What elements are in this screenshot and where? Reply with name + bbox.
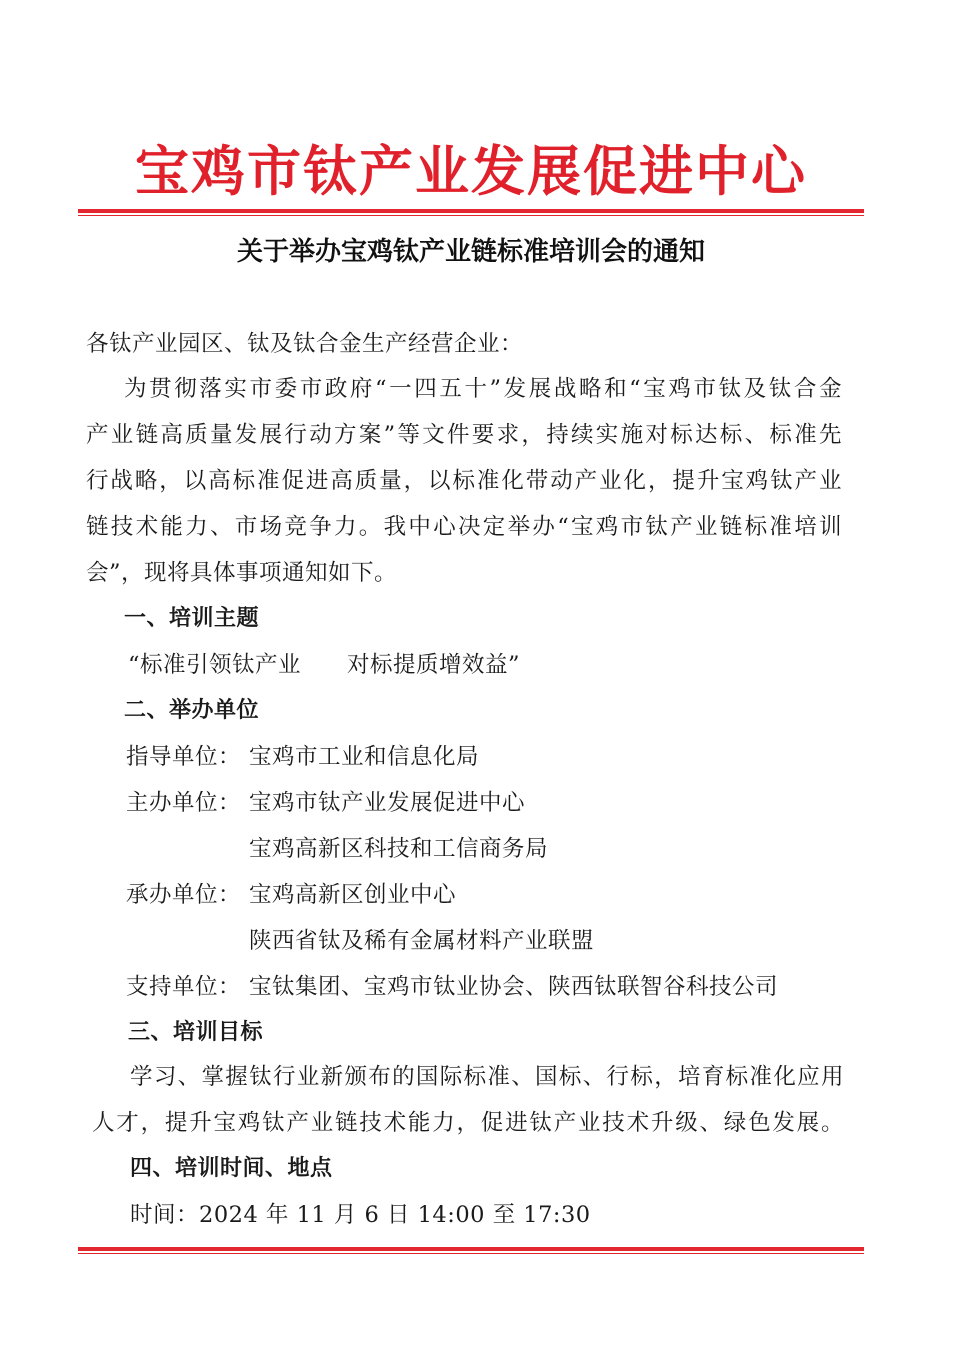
footer-divider <box>78 1247 864 1254</box>
training-time: 时间：2024 年 11 月 6 日 14:00 至 17:30 <box>130 1202 591 1228</box>
intro-line-1: 为贯彻落实市委市政府“一四五十”发展战略和“宝鸡市钛及钛合金 <box>124 376 842 402</box>
training-theme: “标准引领钛产业 对标提质增效益” <box>128 652 521 678</box>
section-1-heading: 一、培训主题 <box>124 606 260 631</box>
organizer-unit-value-2: 陕西省钛及稀有金属材料产业联盟 <box>249 928 595 954</box>
document-title: 关于举办宝鸡钛产业链标准培训会的通知 <box>236 237 705 267</box>
support-unit-label: 支持单位： <box>126 974 242 1000</box>
section-2-heading: 二、举办单位 <box>124 698 260 723</box>
support-unit-value: 宝钛集团、宝鸡市钛业协会、陕西钛联智谷科技公司 <box>249 974 779 1000</box>
training-goal-line-2: 人才，提升宝鸡钛产业链技术能力，促进钛产业技术升级、绿色发展。 <box>92 1110 844 1136</box>
guide-unit-value: 宝鸡市工业和信息化局 <box>249 744 480 770</box>
organizer-unit-label: 承办单位： <box>126 882 242 908</box>
section-4-heading: 四、培训时间、地点 <box>130 1156 333 1181</box>
intro-line-4: 链技术能力、市场竞争力。我中心决定举办“宝鸡市钛产业链标准培训 <box>86 514 842 540</box>
host-unit-value-1: 宝鸡市钛产业发展促进中心 <box>249 790 526 816</box>
header-divider <box>78 209 864 216</box>
intro-line-5: 会”，现将具体事项通知如下。 <box>86 560 398 586</box>
organizer-unit-value-1: 宝鸡高新区创业中心 <box>249 882 457 908</box>
intro-line-2: 产业链高质量发展行动方案”等文件要求，持续实施对标达标、标准先 <box>86 422 842 448</box>
organization-title: 宝鸡市钛产业发展促进中心 <box>135 139 807 203</box>
host-unit-value-2: 宝鸡高新区科技和工信商务局 <box>249 836 549 862</box>
section-3-heading: 三、培训目标 <box>128 1020 264 1045</box>
training-goal-line-1: 学习、掌握钛行业新颁布的国际标准、国标、行标，培育标准化应用 <box>130 1064 844 1090</box>
recipients-line: 各钛产业园区、钛及钛合金生产经营企业： <box>86 331 524 357</box>
host-unit-label: 主办单位： <box>126 790 242 816</box>
intro-line-3: 行战略，以高标准促进高质量，以标准化带动产业化，提升宝鸡钛产业 <box>86 468 842 494</box>
guide-unit-label: 指导单位： <box>126 744 242 770</box>
